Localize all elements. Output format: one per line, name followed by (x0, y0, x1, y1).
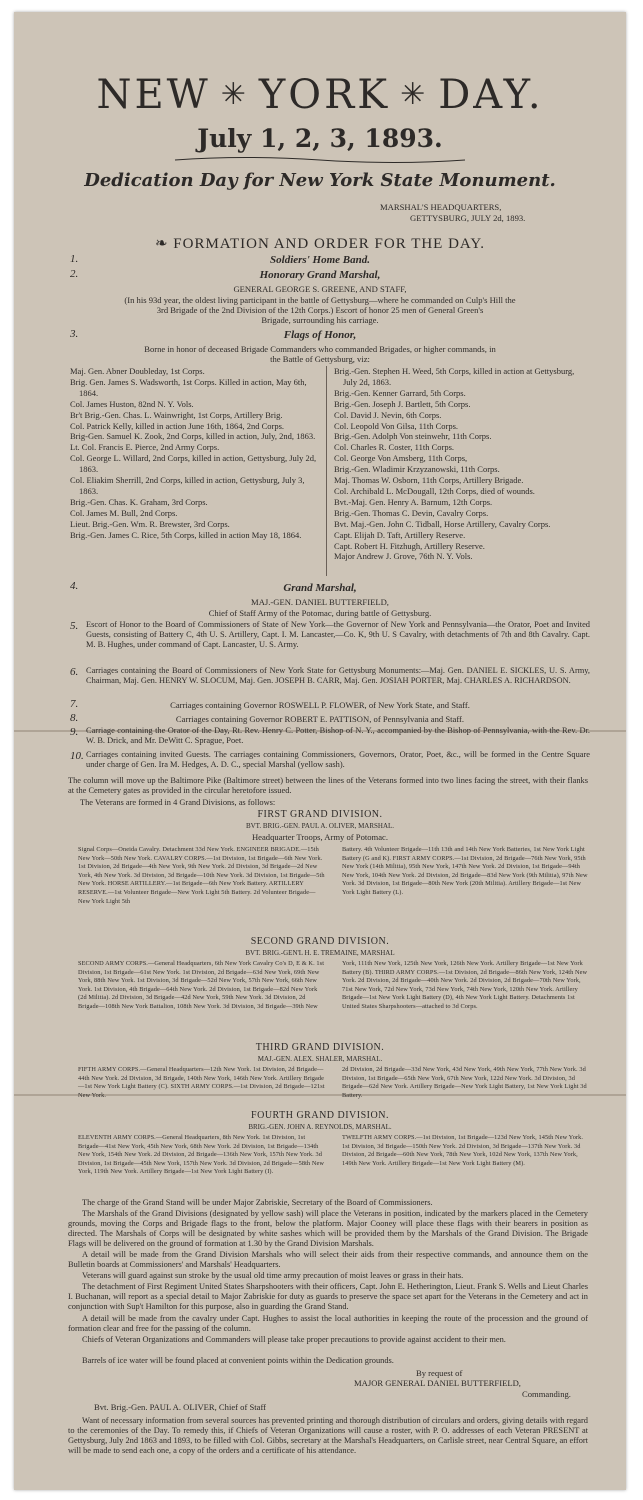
division-marshal: BVT. BRIG.-GEN'L H. E. TREMAINE, MARSHAL (245, 949, 395, 957)
division-left-column: ELEVENTH ARMY CORPS.—General Headquarters, 8th New York. 1st Division, 1st Brigade—41st New York, 45th New York, 68th New York. 2d Division, 1st Brigade—134th New York, 154th New York. 2d Division, 2d Brigade—136th New York, 157th New York. 3d Division, 1st Brigade—45th New York, 157th New York. 3d Division, 2d Brigade—58th New York, 119th New York. Artillery Brigade—1st New York Light Battery (I). (78, 1134, 325, 1176)
division-title: THIRD GRAND DIVISION. (255, 1042, 385, 1053)
item-flower: Carriages containing Governor ROSWELL P. FLOWER, of New York State, and Staff. (170, 700, 470, 710)
division-subtitle: Headquarter Troops, Army of Potomac. (251, 832, 389, 842)
flag-entry: Col. James M. Bull, 2nd Corps. (70, 507, 178, 518)
flag-entry: Maj. Gen. Abner Doubleday, 1st Corps. (70, 366, 205, 376)
item-number: 1. (70, 253, 79, 265)
item-number: 6. (70, 666, 79, 678)
flags-left-column (70, 366, 320, 541)
flag-entry: Brig.-Gen. Chas. K. Graham, 3rd Corps. (70, 496, 208, 507)
flag-entry: Col. Patrick Kelly, killed in action June 16th, 1864, 2nd Corps. (70, 420, 285, 431)
item-number: 9. (70, 726, 79, 738)
item-orator: Carriage containing the Orator of the Day, Rt. Rev. Henry C. Potter, Bishop of N. Y., accompanied by the Bishop of Pennsylvania, with the Rev. Dr. W. B. Drick, and Mr. DeWitt C. Sprague, Poet. (86, 726, 590, 745)
flag-entry: Capt. Elijah D. Taft, Artillery Reserve. (334, 529, 466, 540)
item-number: 2. (70, 268, 79, 280)
item-commissioners: Carriages containing the Board of Commissioners of New York State for Gettysburg Monuments:—Maj. Gen. DANIEL E. SICKLES, U. S. Army, Chairman, Maj. Gen. HENRY W. SLOCUM, Maj. Gen. JOSEPH B. CARR, Maj. Gen. JOSIAH PORTER, Maj. CHARLES A. RICHARDSON. (86, 666, 590, 685)
closing-paragraph: Want of necessary information from several sources has prevented printing and thorough distribution of circulars and orders, giving details with regard to the ceremonies of the Day. To remedy this, if Chiefs of Veteran Organizations will cause a roster, with P. O. addresses of each Veteran PRESENT at Gettysburg, July 2nd 1863 and 1893, to be filled with Col. Gibbs, secretary at the Marshal's Headquarters, on Carlisle street, near Central Square, an effort will be made to send each one, a copy of the orders and a certificate of his attendance. (68, 1416, 588, 1455)
flag-entry: Col. George L. Willard, 2nd Corps, killed in action, Gettysburg, July 2d, 1863. (70, 453, 317, 475)
closing-paragraph: The detachment of First Regiment United States Sharpshooters with their officers, Capt. John E. Hetherington, Lieut. Frank S. Wells and Lieut Charles I. Buchanan, will report as a special detail to Major Zabriskie for duty as guards to preserve the space set apart for the Veterans in the Cemetery and act in conjunction with Sup't Hamilton for this purpose, also in guarding the Grand Stand. (68, 1282, 588, 1311)
flag-entry: Brig.-Gen. Adolph Von steinwehr, 11th Corps. (334, 431, 492, 442)
dedication-line: Dedication Day for New York State Monument. (84, 170, 556, 191)
division-title: SECOND GRAND DIVISION. (250, 936, 390, 947)
flag-entry: Brig.-Gen. Joseph J. Bartlett, 5th Corps. (334, 398, 471, 409)
item-number: 4. (70, 580, 79, 592)
division-marshal: BVT. BRIG.-GEN. PAUL A. OLIVER, MARSHAL. (245, 822, 395, 830)
flag-entry: Brig-Gen. Samuel K. Zook, 2nd Corps, killed in action, July, 2nd, 1863. (70, 431, 316, 442)
flag-entry: Lt. Col. Francis E. Pierce, 2nd Army Corps. (70, 442, 220, 453)
flags-right-column (334, 366, 590, 562)
formation-heading: ❧ FORMATION AND ORDER FOR THE DAY. (154, 236, 486, 252)
star-ornament-icon: ✳ (220, 77, 249, 112)
division-right-column: Battery. 4th Volunteer Brigade—11th 13th and 14th New York Batteries, 1st New York Light Battery (G and K). FIRST ARMY CORPS.—1st Division, 2d Brigade—76th New York, 95th New York (14th Militia), 95th New York, 147th New York. 2d Division, 1st Brigade—94th New York, 104th New York. 2d Division, 2d Brigade—83d New York (9th Militia), 97th New York. 3d Division, 1st Brigade—80th New York (20th Militia). Artillery Brigade—1st New York Light Battery (L). (342, 846, 588, 896)
title-word: DAY. (438, 72, 544, 118)
division-left-column: Signal Corps—Oneida Cavalry. Detachment 33d New York. ENGINEER BRIGADE.—15th New York—50th New York. CAVALRY CORPS.—1st Division, 1st Brigade—6th New York. 1st Division, 2d Brigade—4th New York, 9th New York. 2d Division, 3d Brigade—2d New York, 4th New York. 3d Division, 3d Brigade—10th New York. 3d Division, 1st Brigade—5th New York. HORSE ARTILLERY.—1st Brigade—6th New York Battery. ARTILLERY RESERVE.—1st Volunteer Brigade—New York Light 5th Battery. 2d Volunteer Brigade—New York Light 5th (78, 846, 325, 905)
flag-entry: Brig. Gen. James S. Wadsworth, 1st Corps. Killed in action, May 6th, 1864. (70, 376, 307, 398)
greene-note: (In his 93d year, the oldest living participant in the battle of Gettysburg—where he commanded on Culp's Hill the (124, 295, 516, 305)
item-escort: Escort of Honor to the Board of Commissioners of State of New York—the Governor of New York and Pennsylvania—the Orator, Poet and Invited Guests, consisting of Battery C, 4th U. S. Artillery, Capt. I. M. Lancaster,—Co. K, 9th U. S Cavalry, with detachments of 7th and 8th Cavalry. Capt. M. B. Hughes, under command of Capt. Lancaster, U. S. Army. (86, 620, 590, 649)
item-flags-of-honor: Flags of Honor, (283, 329, 357, 341)
flag-entry: Brig.-Gen. Wladimir Krzyzanowski, 11th Corps. (334, 464, 500, 475)
division-left-column: SECOND ARMY CORPS.—General Headquarters, 6th New York Cavalry Co's D, E & K. 1st Division, 1st Brigade—61st New York. 1st Division, 2d Brigade—63d New York, 69th New York, 88th New York. 1st Division, 3d Brigade—52d New York, 57th New York, 66th New York. 1st Division, 4th Brigade—64th New York. 2d Division, 1st Brigade—82d New York (2d Militia). 2d Division, 3d Brigade—42d New York, 59th New York. 3d Division, 2d Brigade—108th New York Battalion, 108th New York. 3d Division, 3d Brigade—39th New (78, 960, 325, 1010)
flag-entry: Brig.-Gen. Kenner Garrard, 5th Corps. (334, 387, 466, 398)
division-title: FIRST GRAND DIVISION. (257, 809, 383, 820)
division-right-column: 2d Division, 2d Brigade—33d New York, 43d New York, 49th New York, 77th New York. 3d Division, 1st Brigade—65th New York, 67th New York, 122d New York. 3d Division, 3d Brigade—62d New York. Artillery Brigade—New York Light Battery, 1st New York Light 3d Battery. (342, 1066, 587, 1099)
poster-dates: July 1, 2, 3, 1893. (197, 124, 443, 153)
flag-entry: Major Andrew J. Grove, 76th N. Y. Vols. (334, 551, 473, 562)
flag-entry: Brig.-Gen. James C. Rice, 5th Corps, killed in action May 18, 1864. (70, 529, 302, 540)
item-number: 5. (70, 620, 79, 632)
closing-paragraph: Barrels of ice water will be found placed at convenient points within the Dedication grounds. (82, 1356, 394, 1365)
closing-paragraph: The charge of the Grand Stand will be under Major Zabriskie, Secretary of the Board of Commissioners. (82, 1198, 433, 1207)
flag-entry: Bvt. Maj.-Gen. John C. Tidball, Horse Artillery, Cavalry Corps. (334, 518, 551, 529)
item-pattison: Carriages containing Governor ROBERT E. PATTISON, of Pennsylvania and Staff. (175, 714, 465, 724)
item-number: 7. (70, 698, 79, 710)
division-title: FOURTH GRAND DIVISION. (251, 1110, 389, 1121)
flag-entry: Brig.-Gen. Stephen H. Weed, 5th Corps, killed in action at Gettysburg, July 2d, 1863. (334, 366, 575, 387)
headquarters-line: MARSHAL'S HEADQUARTERS, (380, 202, 502, 212)
item-number: 8. (70, 712, 79, 724)
headquarters-date: GETTYSBURG, JULY 2d, 1893. (410, 213, 526, 223)
butterfield-name: MAJ.-GEN. DANIEL BUTTERFIELD, (251, 597, 389, 607)
column-divider (326, 366, 327, 576)
title-word: NEW (96, 72, 211, 118)
closing-paragraph: Chiefs of Veteran Organizations and Commanders will please take proper precautions to provide against accident to their men. (82, 1335, 506, 1344)
flag-entry: Brig.-Gen. Thomas C. Devin, Cavalry Corps. (334, 507, 489, 518)
greene-note: 3rd Brigade of the 2nd Division of the 12th Corps.) Escort of honor 25 men of General Green's (156, 305, 484, 315)
division-right-column: York, 111th New York, 125th New York, 126th New York. Artillery Brigade—1st New York Battery (B). THIRD ARMY CORPS.—1st Division, 2d Brigade—86th New York, 124th New York. 2d Division, 2d Brigade—40th New York. 2d Division, 2d Brigade—70th New York, 71st New York, 72d New York, 73d New York, 74th New York, 120th New York. Artillery Brigade—1st New York Light Battery (D), 4th New York Light Battery. Detachments 1st United States Sharpshooters—attached to 3d Corps. (342, 960, 588, 1010)
flag-entry: Col. Eliakim Sherrill, 2nd Corps, killed in action, Gettysburg, July 3, 1863. (70, 475, 305, 496)
flag-entry: Br't Brig.-Gen. Chas. L. Wainwright, 1st Corps, Artillery Brig. (70, 409, 283, 420)
flag-entry: Maj. Thomas W. Osborn, 11th Corps, Artillery Brigade. (334, 475, 524, 486)
flourish-left-icon: ❧ (154, 236, 174, 252)
flag-entry: Capt. Robert H. Fitzhugh, Artillery Reserve. (334, 540, 485, 551)
column-note: The column will move up the Baltimore Pike (Baltimore street) between the lines of the Veterans formed into two lines facing the street, with their flanks at the Cemetery gates as provided in the circular heretofore issued. (68, 776, 588, 795)
division-left-column: FIFTH ARMY CORPS.—General Headquarters—12th New York. 1st Division, 2d Brigade—44th New York. 2d Division, 3d Brigade, 140th New York, 146th New York. Artillery Brigade—1st New York Light Battery (C). SIXTH ARMY CORPS.—1st Division, 2d Brigade—121st New York. (78, 1066, 325, 1099)
poster-title (14, 72, 626, 118)
flag-entry: Bvt.-Maj. Gen. Henry A. Barnum, 12th Corps. (334, 496, 493, 507)
flag-entry: Col. David J. Nevin, 6th Corps. (334, 409, 442, 420)
veterans-note: The Veterans are formed in 4 Grand Divisions, as follows: (80, 798, 276, 807)
flag-entry: Col. Leopold Von Gilsa, 11th Corps. (334, 420, 459, 431)
item-number: 10. (70, 750, 84, 762)
division-marshal: MAJ.-GEN. ALEX. SHALER, MARSHAL. (257, 1055, 383, 1063)
item-honorary-marshal: Honorary Grand Marshal, (259, 269, 381, 281)
closing-paragraph: Veterans will guard against sun stroke by the usual old time army precaution of moist leaves or grass in their hats. (82, 1271, 464, 1280)
flag-entry: Col. James Huston, 82nd N. Y. Vols. (70, 398, 194, 409)
closing-paragraph: The Marshals of the Grand Divisions (designated by yellow sash) will place the Veterans in position, indicated by the markers placed in the Cemetery grounds, moving the Corps and Brigade flags to the front, below the platform. Major Cooney will place these flags with their bearers in position as directed. The Marshals of Corps will be designated by white sashes which will be provided them by the Marshals of the Grand Division. The Brigade Flags will be delivered on the ground of formation at 1.30 by the Grand Division Marshals. (68, 1209, 588, 1248)
division-right-column: TWELFTH ARMY CORPS.—1st Division, 1st Brigade—123d New York, 145th New York. 1st Division, 3d Brigade—150th New York. 2d Division, 3d Brigade—137th New York. 3d Division, 2d Brigade—60th New York, 78th New York, 102d New York, 137th New York, 149th New York. Artillery Brigade—1st New York Light Battery (M). (342, 1134, 584, 1167)
flag-entry: Col. Charles R. Coster, 11th Corps. (334, 442, 454, 453)
division-marshal: BRIG.-GEN. JOHN A. REYNOLDS, MARSHAL. (248, 1123, 392, 1131)
signature-name: MAJOR GENERAL DANIEL BUTTERFIELD, (354, 1378, 521, 1388)
flourish-ornament-icon (14, 152, 626, 170)
item-grand-marshal: Grand Marshal, (283, 582, 357, 594)
item-number: 3. (70, 328, 79, 340)
flags-note: Borne in honor of deceased Brigade Commanders who commanded Brigades, or higher commands, in (144, 344, 496, 354)
greene-note: Brigade, surrounding his carriage. (261, 315, 379, 325)
item-guests: Carriages containing invited Guests. The carriages containing Commissioners, Governors, Orator, Poet, &c., will be formed in the Centre Square under charge of Gen. Ira M. Hedges, A. D. C., special Marshal (yellow sash). (86, 750, 590, 769)
closing-paragraph: A detail will be made from the Grand Division Marshals who will select their aids from their respective commands, and announce them on the Bulletin boards at Commissioners' and Marshals' Headquarters. (68, 1250, 588, 1269)
signature-title: Commanding. (522, 1389, 571, 1399)
title-word: YORK (258, 72, 391, 118)
flags-note: the Battle of Gettysburg, viz: (270, 354, 370, 364)
flag-entry: Lieut. Brig.-Gen. Wm. R. Brewster, 3rd Corps. (70, 518, 230, 529)
greene-name: GENERAL GEORGE S. GREENE, AND STAFF, (233, 284, 407, 294)
butterfield-note: Chief of Staff Army of the Potomac, during battle of Gettysburg. (208, 608, 432, 618)
request-line: By request of (416, 1368, 463, 1378)
star-ornament-icon: ✳ (400, 77, 429, 112)
broadside-poster (14, 12, 626, 1490)
item-soldiers-home-band: Soldiers' Home Band. (270, 254, 370, 266)
flag-entry: Col. George Von Amsberg, 11th Corps, (334, 453, 468, 464)
chief-of-staff: Bvt. Brig.-Gen. PAUL A. OLIVER, Chief of Staff (94, 1402, 267, 1412)
closing-paragraph: A detail will be made from the cavalry under Capt. Hughes to assist the local authorities in keeping the route of the procession and the ground of formation clear and free for the passing of the column. (68, 1314, 588, 1333)
flag-entry: Col. Archibald L. McDougall, 12th Corps, died of wounds. (334, 485, 535, 496)
